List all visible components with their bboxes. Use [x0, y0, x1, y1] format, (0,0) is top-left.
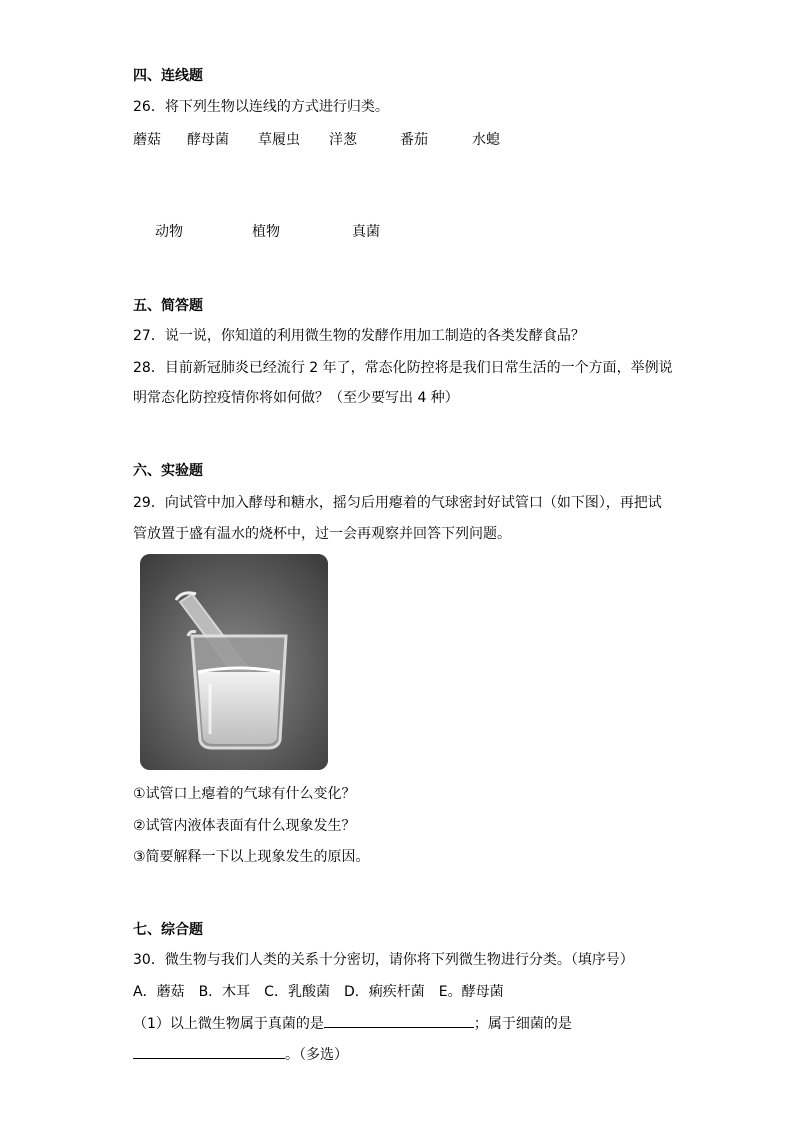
beaker-photo [140, 554, 328, 770]
question-30: 30．微生物与我们人类的关系十分密切，请你将下列微生物进行分类。（填序号） [133, 952, 634, 968]
category-plant: 植物 [252, 224, 280, 240]
organism-hydra: 水螅 [472, 132, 500, 148]
sub1-multi-select-note: 。（多选） [285, 1047, 348, 1063]
organism-paramecium: 草履虫 [258, 132, 300, 148]
beaker-test-tube-illustration [140, 554, 328, 770]
question-28-line2: 明常态化防控疫情你将如何做？（至少要写出 4 种） [133, 390, 459, 406]
question-26: 26．将下列生物以连线的方式进行归类。 [133, 99, 389, 115]
fungi-answer-blank[interactable] [324, 1013, 474, 1028]
section-heading-experiment: 六、实验题 [133, 463, 203, 479]
question-29-sub2: ②试管内液体表面有什么现象发生？ [133, 818, 356, 834]
bacteria-answer-blank[interactable] [133, 1044, 285, 1059]
section-heading-short-answer: 五、简答题 [133, 298, 203, 314]
organism-yeast: 酵母菌 [187, 132, 229, 148]
organism-mushroom: 蘑菇 [133, 132, 161, 148]
section-heading-connect: 四、连线题 [133, 68, 203, 84]
question-30-sub1-line2 [133, 1044, 348, 1065]
sub1-fungi-label: （1）以上微生物属于真菌的是 [133, 1016, 324, 1032]
category-fungi: 真菌 [352, 224, 380, 240]
question-29-sub1: ①试管口上瘪着的气球有什么变化？ [133, 786, 356, 802]
beaker-shape [188, 632, 286, 749]
section-heading-comprehensive: 七、综合题 [133, 922, 203, 938]
question-29-line2: 管放置于盛有温水的烧杯中，过一会再观察并回答下列问题。 [133, 526, 511, 542]
question-30-options: A．蘑菇 B．木耳 C．乳酸菌 D．痢疾杆菌 E。酵母菌 [133, 984, 504, 1000]
question-30-sub1-line1 [133, 1013, 572, 1034]
category-animal: 动物 [155, 224, 183, 240]
organism-tomato: 番茄 [400, 132, 428, 148]
question-28-line1: 28．目前新冠肺炎已经流行 2 年了，常态化防控将是我们日常生活的一个方面，举例说 [133, 360, 673, 376]
sub1-bacteria-label: ；属于细菌的是 [473, 1016, 572, 1032]
organism-onion: 洋葱 [329, 132, 357, 148]
question-27: 27．说一说，你知道的利用微生物的发酵作用加工制造的各类发酵食品？ [133, 328, 585, 344]
question-29-line1: 29．向试管中加入酵母和糖水，摇匀后用瘪着的气球密封好试管口（如下图），再把试 [133, 495, 662, 511]
question-29-sub3: ③简要解释一下以上现象发生的原因。 [133, 849, 370, 865]
